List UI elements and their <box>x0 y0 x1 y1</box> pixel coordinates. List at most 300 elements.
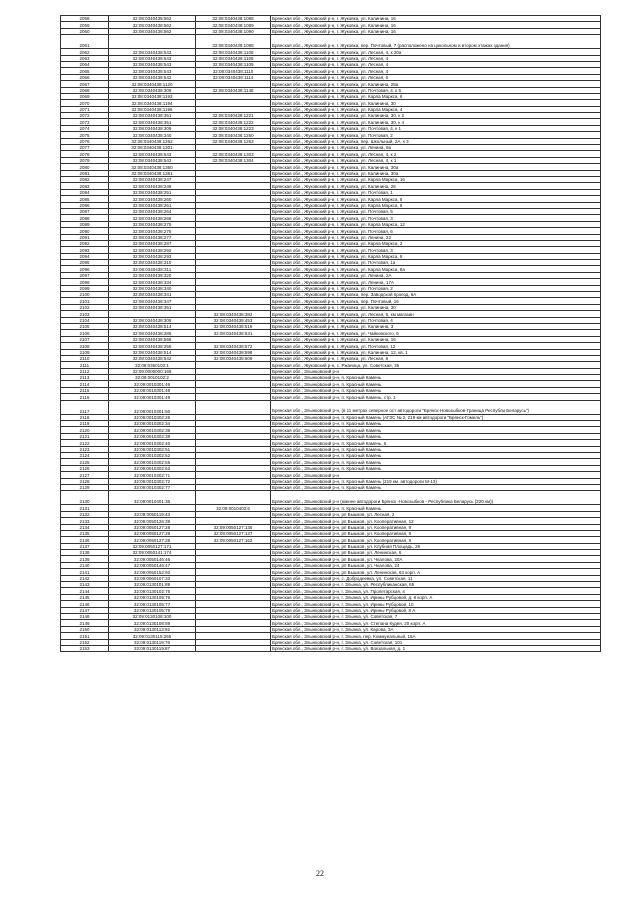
row-number-cell: 2075 <box>61 132 109 138</box>
address-cell: Брянская обл., Жуковский р-н, г. Жуковка, ул. Ленина, 2А <box>271 272 601 278</box>
cadastral-number-parcel-cell: 32:08:0340438:293 <box>109 253 196 259</box>
cadastral-number-object-cell: 32:08:0340438:1089 <box>196 22 271 28</box>
row-number-cell: 2103 <box>61 311 109 317</box>
row-number-cell: 2133 <box>61 518 109 524</box>
cadastral-number-parcel-cell: 32:08:0340438:287 <box>109 240 196 246</box>
cadastral-number-parcel-cell: 32:08:0340438:292 <box>109 247 196 253</box>
address-cell: Брянская обл., Жуковский р-н, с. Ржаница, ул. Советская, 35 <box>271 362 601 368</box>
address-cell: Брянская обл., Жуковский р-н, г. Жуковка, ул. Лесная, 6 <box>271 74 601 80</box>
row-number-cell: 2080 <box>61 164 109 170</box>
row-number-cell: 2095 <box>61 260 109 266</box>
row-number-cell: 2111 <box>61 362 109 368</box>
address-cell: Брянская обл., Злынковский р-н, рп Вышков, ул. Ленинская, 6 <box>271 550 601 556</box>
cadastral-number-parcel-cell: 32:08:0340438:247 <box>109 176 196 182</box>
cadastral-number-object-cell <box>196 491 271 505</box>
row-number-cell: 2119 <box>61 421 109 427</box>
address-cell: Брянская обл., Жуковский р-н, г. Жуковка, ул. Калинина, 16 <box>271 336 601 342</box>
cadastral-number-parcel-cell: 32:09:0000000:169 <box>109 368 196 374</box>
row-number-cell: 2120 <box>61 427 109 433</box>
cadastral-number-parcel-cell: 32:08:0340438:256 <box>109 343 196 349</box>
cadastral-number-parcel-cell: 32:08:0340438:543 <box>109 61 196 67</box>
row-number-cell: 2102 <box>61 304 109 310</box>
address-cell: Брянская обл., Жуковский р-н, г. Жуковка, ул. Почтовая, 2 <box>271 132 601 138</box>
cadastral-number-object-cell: 32:08:0340438:1108 <box>196 49 271 55</box>
address-cell: Брянская обл., Жуковский р-н, г. Жуковка, ул. Почтовая, 3 <box>271 215 601 221</box>
row-number-cell: 2074 <box>61 125 109 131</box>
cadastral-number-parcel-cell: 32:09:0130113:92 <box>109 626 196 632</box>
address-cell: Брянская обл., Жуковский р-н, г. Жуковка, ул. Лесная, 4, к 2 <box>271 151 601 157</box>
cadastral-number-object-cell: 32:09:0050127:162 <box>196 537 271 543</box>
row-number-cell: 2152 <box>61 639 109 645</box>
row-number-cell: 2137 <box>61 543 109 549</box>
property-register-table <box>60 15 601 652</box>
row-number-cell: 2125 <box>61 459 109 465</box>
row-number-cell: 2140 <box>61 562 109 568</box>
cadastral-number-parcel-cell: 32:08:0340438:562 <box>109 22 196 28</box>
cadastral-number-parcel-cell: 32:08:0340438:340 <box>109 285 196 291</box>
row-number-cell: 2117 <box>61 400 109 414</box>
cadastral-number-object-cell <box>196 400 271 414</box>
document-page <box>60 15 600 652</box>
table-row <box>61 35 601 49</box>
cadastral-number-parcel-cell: 32:08:0340438:1120 <box>109 81 196 87</box>
row-number-cell: 2110 <box>61 355 109 361</box>
address-cell: Брянская обл., Жуковский р-н, г. Жуковка, ул. Почтовая, 4, к 1 <box>271 125 601 131</box>
cadastral-number-parcel-cell: 32:09:0010302:38 <box>109 427 196 433</box>
row-number-cell: 2070 <box>61 100 109 106</box>
cadastral-number-object-cell: 32:08:0340438:609 <box>196 355 271 361</box>
address-cell: Брянская обл., Злынковский р-н, рп Вышков, ул. Кооперативная, 12 <box>271 518 601 524</box>
row-number-cell: 2122 <box>61 440 109 446</box>
cadastral-number-parcel-cell: 32:09:0010302:26 <box>109 414 196 420</box>
cadastral-number-object-cell: 32:08:0340438:1110 <box>196 68 271 74</box>
address-cell: Брянская обл., Злынковский р-н, г. Злынка, ул. Советская, 7 <box>271 613 601 619</box>
cadastral-number-object-cell: 32:08:0340438:1222 <box>196 119 271 125</box>
row-number-cell: 2150 <box>61 626 109 632</box>
address-cell: Брянская обл., Жуковский р-н, г. Жуковка, ул. Калинина, 3 <box>271 323 601 329</box>
cadastral-number-parcel-cell: 32:08:0340438:275 <box>109 221 196 227</box>
cadastral-number-object-cell: 32:08:0340438:1260 <box>196 132 271 138</box>
row-number-cell: 2123 <box>61 446 109 452</box>
cadastral-number-object-cell: 32:08:0340438:531 <box>196 330 271 336</box>
cadastral-number-object-cell: 32:09:0010403:6 <box>196 505 271 511</box>
row-number-cell: 2121 <box>61 433 109 439</box>
row-number-cell: 2079 <box>61 157 109 163</box>
page-number: 22 <box>316 869 324 878</box>
row-number-cell: 2109 <box>61 349 109 355</box>
address-cell: Брянская обл., Злынковский р-н, г. Злынка, ул. Пролетарская, 4 <box>271 588 601 594</box>
row-number-cell: 2096 <box>61 266 109 272</box>
cadastral-number-parcel-cell: 32:09:0010102:2 <box>109 375 196 381</box>
address-cell: Брянская обл., Злынковский р-н, с. Добродеевка, ул. Советская, 11 <box>271 575 601 581</box>
cadastral-number-parcel-cell: 32:09:0050146:46 <box>109 556 196 562</box>
address-cell: Брянская обл., Жуковский р-н, г. Жуковка, ул. Калинина, 28а <box>271 81 601 87</box>
cadastral-number-object-cell: 32:08:0340438:1223 <box>196 125 271 131</box>
cadastral-number-parcel-cell: 32:09:0050127:171 <box>109 543 196 549</box>
cadastral-number-parcel-cell: 32:08:0340438:260 <box>109 196 196 202</box>
address-cell: Брянская обл., Жуковский р-н, г. Жуковка, ул. Почтовая, 5 <box>271 208 601 214</box>
cadastral-number-parcel-cell: 32:08:0340438:543 <box>109 68 196 74</box>
cadastral-number-parcel-cell: 32:08:0340438:248 <box>109 183 196 189</box>
row-number-cell: 2116 <box>61 394 109 400</box>
row-number-cell: 2130 <box>61 491 109 505</box>
row-number-cell: 2112 <box>61 368 109 374</box>
row-number-cell: 2094 <box>61 253 109 259</box>
cadastral-number-parcel-cell: 32:08:0340438:543 <box>109 55 196 61</box>
address-cell: Брянская обл., Злынковский р-н, г. Злынка, ул. Ирины Рубцовой, 10 <box>271 601 601 607</box>
cadastral-number-parcel-cell: 32:09:0130119:76 <box>109 639 196 645</box>
cadastral-number-parcel-cell: 32:08:0340438:309 <box>109 317 196 323</box>
address-cell: Брянская обл., Жуковский р-н, г. Жуковка, ул. Карла Маркса, 8 <box>271 253 601 259</box>
cadastral-number-object-cell: 32:08:0340438:1148 <box>196 87 271 93</box>
address-cell: Брянская обл., Жуковский р-н, г. Жуковка, пер. Школьный, 2А, к 3 <box>271 138 601 144</box>
cadastral-number-parcel-cell: 32:09:0130108:89 <box>109 620 196 626</box>
row-number-cell: 2086 <box>61 202 109 208</box>
row-number-cell: 2060 <box>61 28 109 34</box>
row-number-cell: 2065 <box>61 68 109 74</box>
address-cell: Брянская обл., Злынковский р-н, п. Красный Камень (АГЗС № 2, 219 км автодороги "Брянск-Гомель") <box>271 414 601 420</box>
cadastral-number-parcel-cell: 32:08:0340438:543 <box>109 151 196 157</box>
address-cell: Брянская обл., Жуковский р-н, г. Жуковка, ул. Почтовая, 1 <box>271 189 601 195</box>
row-number-cell: 2118 <box>61 414 109 420</box>
row-number-cell: 2104 <box>61 317 109 323</box>
address-cell: Брянская обл., Злынковский р-н, п. Красный Камень <box>271 375 601 381</box>
cadastral-number-object-cell: 32:08:0340438:1303 <box>196 151 271 157</box>
cadastral-number-parcel-cell: 32:09:0050127:28 <box>109 537 196 543</box>
cadastral-number-object-cell <box>196 645 271 651</box>
cadastral-number-parcel-cell: 32:08:0340438:309 <box>109 87 196 93</box>
row-number-cell: 2113 <box>61 375 109 381</box>
row-number-cell: 2132 <box>61 511 109 517</box>
cadastral-number-parcel-cell: 32:09:0050141:174 <box>109 550 196 556</box>
address-cell: Брянская обл., Жуковский р-н, г. Жуковка, пер. Заводской проезд, 6А <box>271 292 601 298</box>
row-number-cell: 2078 <box>61 151 109 157</box>
cadastral-number-parcel-cell: 32:09:0050126:39 <box>109 518 196 524</box>
cadastral-number-parcel-cell: 32:09:0010301:46 <box>109 381 196 387</box>
cadastral-number-parcel-cell: 32:09:0010301:48 <box>109 387 196 393</box>
address-cell: Брянская обл., Жуковский р-н, г. Жуковка, ул. Почтовая, 2 <box>271 285 601 291</box>
address-cell: Брянская обл., Злынковский р-н, п. Красный Камень <box>271 505 601 511</box>
row-number-cell: 2126 <box>61 465 109 471</box>
row-number-cell: 2134 <box>61 524 109 530</box>
address-cell: Брянская обл., Жуковский р-н, г. Жуковка, ул. Лесная, 4, к 20а <box>271 49 601 55</box>
address-cell: Брянская обл., Жуковский р-н, г. Жуковка, ул. Лесная, 6, км магазин <box>271 311 601 317</box>
cadastral-number-parcel-cell: 32:08:0340438:1196 <box>109 106 196 112</box>
cadastral-number-parcel-cell: 32:08:0340438:251 <box>109 189 196 195</box>
address-cell: Брянская обл., Жуковский р-н, г. Жуковка, ул. Карла Маркса, 2 <box>271 240 601 246</box>
cadastral-number-parcel-cell: 32:08:0340438:1361 <box>109 170 196 176</box>
address-cell: Брянская обл., Злынковский р-н <box>271 472 601 478</box>
address-cell: Брянская обл., Злынковский р-н, рп Вышков, ул. Чкалова, 20А <box>271 556 601 562</box>
address-cell: Брянская обл., Злынковский р-н, г. Злынка, ул. Вокзальная, д. 1 <box>271 645 601 651</box>
row-number-cell: 2084 <box>61 189 109 195</box>
address-cell: Брянская обл., Жуковский р-н, г. Жуковка, ул. Карла Маркса, 8 <box>271 202 601 208</box>
cadastral-number-parcel-cell: 32:09:0050127:28 <box>109 524 196 530</box>
cadastral-number-parcel-cell: 32:08:0340438:266 <box>109 215 196 221</box>
address-cell: Брянская обл., Злынковский р-н, п. Красный Камень, стр. 1 <box>271 394 601 400</box>
address-cell: Брянская обл., Злынковский р-н, г. Злынка, ул. Карова, 3А <box>271 626 601 632</box>
cadastral-number-parcel-cell: 32:09:0010302:40 <box>109 440 196 446</box>
cadastral-number-parcel-cell: 32:08:0340438:514 <box>109 349 196 355</box>
address-cell: Брянская обл., Злынковский р-н, п. Красный Камень <box>271 453 601 459</box>
address-cell: Брянская обл., Злынковский р-н, рп Вышков, ул. Ленинская, 63 корп. А <box>271 569 601 575</box>
row-number-cell: 2061 <box>61 35 109 49</box>
cadastral-number-parcel-cell: 32:09:0010302:77 <box>109 484 196 490</box>
address-cell: Брянская обл., Жуковский р-н, г. Жуковка, ул. Карла Маркса, 8 <box>271 196 601 202</box>
address-cell: Брянская обл., Жуковский р-н, г. Жуковка, ул. Карла Маркса, 6 <box>271 93 601 99</box>
cadastral-number-object-cell: 32:08:0340438:1098 <box>196 35 271 49</box>
cadastral-number-parcel-cell: 32:09:0130105:77 <box>109 601 196 607</box>
row-number-cell: 2089 <box>61 221 109 227</box>
row-number-cell: 2141 <box>61 569 109 575</box>
row-number-cell: 2093 <box>61 247 109 253</box>
address-cell: Брянская обл., Жуковский р-н, г. Жуковка, пер. Почтовый, 7 (расположено на цокольном и втором этажах здания) <box>271 35 601 49</box>
register-body <box>61 16 601 652</box>
address-cell: Брянская обл., Жуковский р-н, г. Жуковка, ул. Лесная, 4 <box>271 55 601 61</box>
row-number-cell: 2100 <box>61 292 109 298</box>
row-number-cell: 2149 <box>61 620 109 626</box>
cadastral-number-parcel-cell: 32:08:0340438:1301 <box>109 145 196 151</box>
cadastral-number-parcel-cell: 32:09:0010302:51 <box>109 446 196 452</box>
address-cell: Брянская обл., Жуковский р-н, г. Жуковка, ул. Лесная, 4, к 1 <box>271 157 601 163</box>
address-cell: Брянская обл., Злынковский р-н, п. Красный Камень <box>271 459 601 465</box>
row-number-cell: 2146 <box>61 601 109 607</box>
row-number-cell: 2076 <box>61 138 109 144</box>
row-number-cell: 2067 <box>61 81 109 87</box>
row-number-cell: 2097 <box>61 272 109 278</box>
table-row <box>61 491 601 505</box>
row-number-cell: 2138 <box>61 550 109 556</box>
address-cell: Брянская обл., Злынковский р-н, п. Красный Камень <box>271 427 601 433</box>
row-number-cell: 2087 <box>61 208 109 214</box>
cadastral-number-parcel-cell: 32:09:0010302:52 <box>109 453 196 459</box>
cadastral-number-parcel-cell: 32:08:0340438:264 <box>109 208 196 214</box>
row-number-cell: 2098 <box>61 279 109 285</box>
row-number-cell: 2082 <box>61 176 109 182</box>
cadastral-number-parcel-cell: 32:09:0010302:71 <box>109 472 196 478</box>
row-number-cell: 2062 <box>61 49 109 55</box>
address-cell: Брянская обл., Злынковский р-н, п. Красный Камень <box>271 387 601 393</box>
cadastral-number-parcel-cell: 32:08:0340438:543 <box>109 49 196 55</box>
address-cell: Брянская обл., Жуковский р-н, г. Жуковка, ул. Калинина, 16 <box>271 16 601 22</box>
address-cell: Брянская обл., Злынковский р-н, рп Вышков, ул. Чкалова, 24 <box>271 562 601 568</box>
address-cell: Брянская обл., Злынковский р-н, рп Вышков, ул. Кооперативная, 9 <box>271 530 601 536</box>
address-cell: Брянская обл., Жуковский р-н, г. Жуковка, ул. Калинина, 16 <box>271 22 601 28</box>
cadastral-number-object-cell: 32:08:0340438:453 <box>196 317 271 323</box>
cadastral-number-object-cell: 32:08:0340438:1088 <box>196 16 271 22</box>
address-cell: Брянская обл., Жуковский р-н, г. Жуковка, ул. Калинина, 30а <box>271 170 601 176</box>
row-number-cell: 2091 <box>61 234 109 240</box>
row-number-cell: 2073 <box>61 119 109 125</box>
cadastral-number-parcel-cell: 32:08:0340438:341 <box>109 292 196 298</box>
cadastral-number-parcel-cell: 32:08:0340438:347 <box>109 298 196 304</box>
cadastral-number-parcel-cell: 32:09:0060107:33 <box>109 575 196 581</box>
address-cell: Брянская обл., Злынковский р-н, п. Красный Камень <box>271 421 601 427</box>
address-cell: Брянская обл., Злынковский р-н, рп Вышков, ул. Лесная, 2 <box>271 511 601 517</box>
cadastral-number-parcel-cell: 32:08:0340438:334 <box>109 279 196 285</box>
cadastral-number-parcel-cell: 32:09:0130102:75 <box>109 588 196 594</box>
cadastral-number-parcel-cell: 32:08:0340438:261 <box>109 202 196 208</box>
cadastral-number-parcel-cell: 32:09:0130105:79 <box>109 607 196 613</box>
address-cell: Брянская обл., Жуковский р-н, г. Жуковка, ул. Калинина, 30а <box>271 164 601 170</box>
row-number-cell: 2144 <box>61 588 109 594</box>
cadastral-number-parcel-cell: 32:09:0010302:55 <box>109 459 196 465</box>
address-cell: Брянская обл., Злынковский р-н, рп Вышков, ул. Кооперативная, 9 <box>271 537 601 543</box>
address-cell: Брянская обл., Жуковский р-н, г. Жуковка, ул. Калинина, 30, к 2 <box>271 113 601 119</box>
row-number-cell: 2107 <box>61 336 109 342</box>
row-number-cell: 2066 <box>61 74 109 80</box>
cadastral-number-parcel-cell: 32:09:0050127:28 <box>109 530 196 536</box>
address-cell: Брянская обл., Жуковский р-н, г. Жуковка, ул. Чайковского, 6 <box>271 330 601 336</box>
cadastral-number-parcel-cell: 32:08:0360102:1 <box>109 362 196 368</box>
address-cell: Брянская обл., Жуковский р-н, г. Жуковка, ул. Почтовая, 6 <box>271 228 601 234</box>
cadastral-number-parcel-cell: 32:09:0010302:63 <box>109 465 196 471</box>
cadastral-number-parcel-cell: 32:08:0340438:1194 <box>109 100 196 106</box>
row-number-cell: 2081 <box>61 170 109 176</box>
row-number-cell: 2147 <box>61 607 109 613</box>
row-number-cell: 2151 <box>61 633 109 639</box>
address-cell: Брянская обл., Жуковский р-н, г. Жуковка, ул. Карла Маркса, 8а <box>271 266 601 272</box>
cadastral-number-object-cell: 32:08:0340438:1114 <box>196 74 271 80</box>
row-number-cell: 2108 <box>61 343 109 349</box>
cadastral-number-parcel-cell: 32:09:0010302:34 <box>109 421 196 427</box>
cadastral-number-parcel-cell: 32:08:0340438:562 <box>109 16 196 22</box>
cadastral-number-parcel-cell: 32:09:0130119:87 <box>109 645 196 651</box>
address-cell: Брянская обл., Жуковский р-н, г. Жуковка, ул. Почтовая, 1а <box>271 260 601 266</box>
address-cell: Брянская обл., Злынковский р-н, п. Красный Камень <box>271 465 601 471</box>
cadastral-number-parcel-cell: 32:08:0340438:1262 <box>109 138 196 144</box>
row-number-cell: 2059 <box>61 22 109 28</box>
address-cell: Брянская обл., Злынковский р-н, г. Злынка, ул. Республиканская, 65 <box>271 582 601 588</box>
row-number-cell: 2077 <box>61 145 109 151</box>
cadastral-number-parcel-cell: 32:09:0050119:43 <box>109 511 196 517</box>
address-cell: Брянская обл., Злынковский р-н, рп Вышков, ул. Клубная Площадь, 26 <box>271 543 601 549</box>
row-number-cell: 2139 <box>61 556 109 562</box>
cadastral-number-parcel-cell: 32:08:0340438:310 <box>109 260 196 266</box>
row-number-cell: 2136 <box>61 537 109 543</box>
address-cell: Брянская обл., Злынковский р-н, п. Красный Камень <box>271 484 601 490</box>
cadastral-number-object-cell: 32:08:0340438:598 <box>196 349 271 355</box>
row-number-cell: 2153 <box>61 645 109 651</box>
cadastral-number-parcel-cell: 32:09:0130115:265 <box>109 633 196 639</box>
address-cell: Брянская обл., Злынковский р-н, п. Красный Камень (219 км. автодороги М-13) <box>271 478 601 484</box>
row-number-cell: 2127 <box>61 472 109 478</box>
address-cell: Брянская обл., Жуковский р-н, г. Жуковка, ул. Лесная, 6 <box>271 355 601 361</box>
cadastral-number-parcel-cell: 32:08:0340438:568 <box>109 336 196 342</box>
address-cell: Брянская обл., Жуковский р-н, г. Жуковка, ул. Почтовая, 3 <box>271 247 601 253</box>
row-number-cell: 2143 <box>61 582 109 588</box>
cadastral-number-object-cell: 32:08:0340438:1108 <box>196 55 271 61</box>
row-number-cell: 2072 <box>61 113 109 119</box>
address-cell: Брянская обл., Жуковский р-н, г. Жуковка, пер. Почтовый, 16 <box>271 298 601 304</box>
address-cell: Брянская обл., Злынковский р-н, (в 11 метрах северное ост автодороги "Брянск-Новозыбков-Граница Республи Беларусь") <box>271 400 601 414</box>
cadastral-number-parcel-cell <box>109 35 196 49</box>
cadastral-number-object-cell: 32:08:0340438:1221 <box>196 113 271 119</box>
row-number-cell: 2071 <box>61 106 109 112</box>
row-number-cell: 2124 <box>61 453 109 459</box>
cadastral-number-parcel-cell: 32:08:0340438:514 <box>109 323 196 329</box>
row-number-cell: 2142 <box>61 575 109 581</box>
address-cell: Брянская обл., Жуковский р-н, г. Жуковка, ул. Лесная, 4 <box>271 61 601 67</box>
address-cell: Брянская обл., Злынковский р-н, п. Красный Камень <box>271 446 601 452</box>
row-number-cell: 2114 <box>61 381 109 387</box>
address-cell: Брянская обл., Жуковский р-н, г. Жуковка, ул. Карла Маркса, 12 <box>271 221 601 227</box>
address-cell: Брянская обл., Жуковский р-н, г. Жуковка, ул. Лесная, 4 <box>271 68 601 74</box>
row-number-cell: 2083 <box>61 183 109 189</box>
address-cell: Брянская обл., Злынковский р-н (южнее автодороги Брянск -Новозыбков - Республика Беларусь (220 км)) <box>271 491 601 505</box>
row-number-cell: 2058 <box>61 16 109 22</box>
row-number-cell: 2128 <box>61 478 109 484</box>
cadastral-number-parcel-cell: 32:08:0340438:351 <box>109 113 196 119</box>
cadastral-number-object-cell: 32:08:0340438:519 <box>196 323 271 329</box>
cadastral-number-parcel-cell: 32:08:0340438:351 <box>109 304 196 310</box>
address-cell: Брянская обл., Злынковский р-н, рп Вышков, ул. Кооперативная, 9 <box>271 524 601 530</box>
row-number-cell: 2129 <box>61 484 109 490</box>
address-cell: Брянская обл., Жуковский р-н, г. Жуковка, ул. Калинина, 16 <box>271 28 601 34</box>
address-cell: Брянская обл., Злынковский р-н, г. Злынка, ул. Советская, 101 <box>271 639 601 645</box>
cadastral-number-parcel-cell: 32:08:0340438:1360 <box>109 164 196 170</box>
row-number-cell: 2135 <box>61 530 109 536</box>
row-number-cell: 2068 <box>61 87 109 93</box>
row-number-cell: 2145 <box>61 594 109 600</box>
cadastral-number-parcel-cell: 32:09:0010401:36 <box>109 491 196 505</box>
row-number-cell: 2063 <box>61 55 109 61</box>
cadastral-number-parcel-cell: 32:08:0340438:1193 <box>109 93 196 99</box>
row-number-cell: 2106 <box>61 330 109 336</box>
cadastral-number-parcel-cell: 32:08:0340438:309 <box>109 125 196 131</box>
cadastral-number-parcel-cell: 32:09:0130108:100 <box>109 613 196 619</box>
cadastral-number-object-cell: 32:09:0050127:137 <box>196 530 271 536</box>
address-cell: Брянская обл., Злынковский р-н, г. Злынка, ул. Ирины Рубцовой, 8 А <box>271 607 601 613</box>
cadastral-number-object-cell: 32:08:0340438:1109 <box>196 61 271 67</box>
address-cell: Брянская обл., Жуковский р-н, г. Жуковка, ул. Калинина, 30 <box>271 304 601 310</box>
row-number-cell: 2115 <box>61 387 109 393</box>
address-cell: Брянская обл., Злынковский р-н, г. Злынка, ул. Ирины Рубцовой, д. 8 корп. А <box>271 594 601 600</box>
address-cell: Брянская обл., Жуковский р-н, г. Жуковка, ул. Калинина, 26 <box>271 183 601 189</box>
address-cell: Брянская обл., Злынковский р-н <box>271 368 601 374</box>
address-cell: Брянская обл., Жуковский р-н, г. Жуковка, ул. Почтовая, 12 <box>271 343 601 349</box>
address-cell: Брянская обл., Злынковский р-н, п. Красный Камень <box>271 381 601 387</box>
cadastral-number-parcel-cell: 32:09:0010302:72 <box>109 478 196 484</box>
address-cell: Брянская обл., Жуковский р-н, г. Жуковка, ул. Ленина, 17А <box>271 279 601 285</box>
row-number-cell: 2131 <box>61 505 109 511</box>
row-number-cell: 2105 <box>61 323 109 329</box>
cadastral-number-parcel-cell: 32:08:0340438:285 <box>109 330 196 336</box>
cadastral-number-parcel-cell: 32:09:0010301:50 <box>109 400 196 414</box>
cadastral-number-parcel-cell: 32:08:0340438:542 <box>109 355 196 361</box>
cadastral-number-object-cell: 32:08:0340438:382 <box>196 311 271 317</box>
address-cell: Брянская обл., Жуковский р-н, г. Жуковка, ул. Калинина, 12, кв. 1 <box>271 349 601 355</box>
row-number-cell: 2092 <box>61 240 109 246</box>
table-row <box>61 645 601 651</box>
cadastral-number-object-cell: 32:08:0340438:572 <box>196 343 271 349</box>
cadastral-number-parcel-cell: 32:08:0340438:542 <box>109 74 196 80</box>
cadastral-number-parcel-cell: 32:09:0050146:47 <box>109 562 196 568</box>
row-number-cell: 2069 <box>61 93 109 99</box>
cadastral-number-parcel-cell: 32:08:0340438:351 <box>109 119 196 125</box>
row-number-cell: 2090 <box>61 228 109 234</box>
address-cell: Брянская обл., Жуковский р-н, г. Жуковка, ул. Калинина, 30 <box>271 100 601 106</box>
cadastral-number-object-cell: 32:08:0340438:1263 <box>196 138 271 144</box>
address-cell: Брянская обл., Жуковский р-н, г. Жуковка, ул. Карла Маркса, 16 <box>271 176 601 182</box>
row-number-cell: 2088 <box>61 215 109 221</box>
address-cell: Брянская обл., Злынковский р-н, п. Красный Камень, 6 <box>271 440 601 446</box>
cadastral-number-object-cell: 32:09:0050127:135 <box>196 524 271 530</box>
cadastral-number-parcel-cell: 32:08:0340438:340 <box>109 132 196 138</box>
row-number-cell: 2099 <box>61 285 109 291</box>
cadastral-number-object-cell: 32:08:0340438:1090 <box>196 28 271 34</box>
cadastral-number-parcel-cell: 32:09:0010301:49 <box>109 394 196 400</box>
